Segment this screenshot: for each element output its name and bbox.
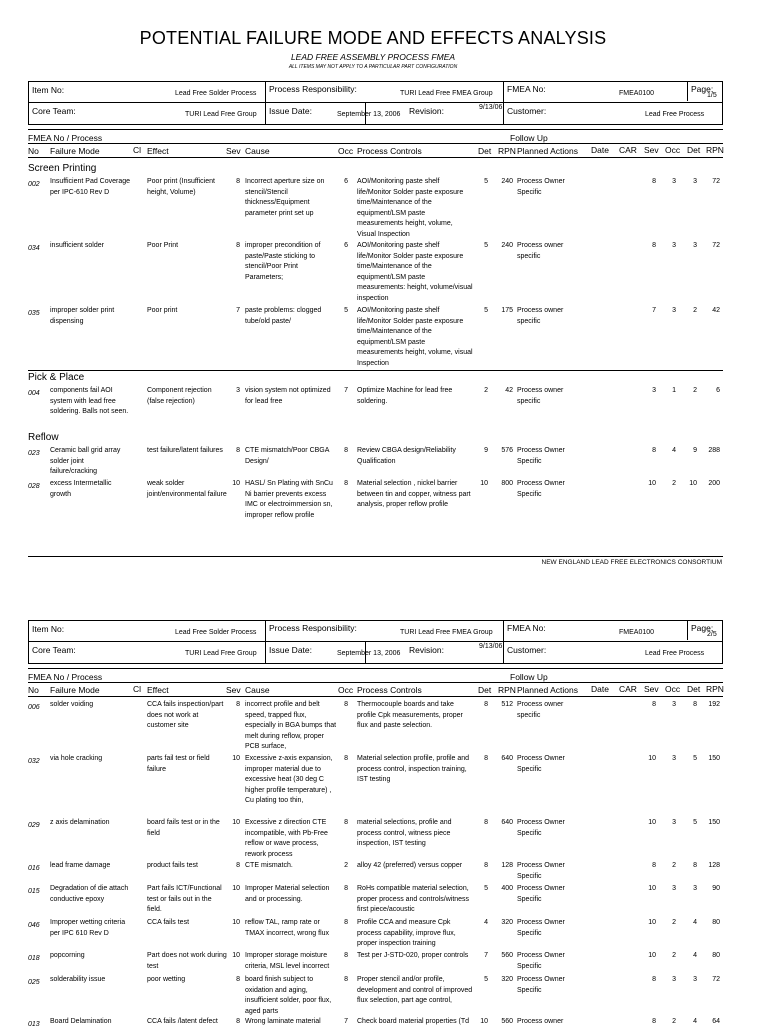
follow-up-severity: 8 [652,1018,656,1025]
occurrence: 8 [344,819,348,826]
process-controls: Proper stencil and/or profile, development and control of improved flux selection, part age control, [357,976,473,1004]
follow-up-severity: 10 [648,755,656,762]
header-box [28,620,723,664]
col-occ2: Occ [665,684,681,694]
process-section-heading: Screen Printing [28,163,97,174]
row-number: 025 [28,979,40,986]
applicability-note: ALL ITEMS MAY NOT APPLY TO A PARTICULAR PART CONFIGURATION [288,64,458,70]
follow-up-rpn: 90 [712,885,720,892]
col-failure-mode: Failure Mode [50,146,100,156]
col-no: No [28,685,39,695]
follow-up-detection: 3 [693,242,697,249]
failure-mode: via hole cracking [50,755,103,762]
issue-date-label: Issue Date: [269,645,312,655]
process-responsibility-label: Process Responsibility: [269,623,357,633]
rpn: 175 [501,307,513,314]
process-controls: Material selection profile, profile and process control, inspection training, IST testing [357,755,470,783]
planned-actions: Process Owner Specific [517,885,565,903]
fmea-no-value: FMEA0100 [619,629,655,636]
core-team-value: TURI Lead Free Group [185,111,257,118]
page-label: Page: [691,623,714,633]
detection: 8 [484,862,488,869]
follow-up-rpn: 72 [712,976,720,983]
effect: test failure/latent failures [147,447,223,454]
follow-up-severity: 10 [648,480,656,487]
follow-up-occurrence: 3 [672,885,676,892]
effect: board fails test or in the field [147,819,220,837]
cause: paste problems: clogged tube/old paste/ [245,307,322,325]
occurrence: 8 [344,701,348,708]
col-cause: Cause [245,685,270,695]
col-planned-actions: Planned Actions [517,146,578,156]
customer-value: Lead Free Process [645,111,705,118]
detection: 5 [484,242,488,249]
follow-up-rpn: 150 [708,819,720,826]
col-effect: Effect [147,685,169,695]
follow-up-detection: 3 [693,976,697,983]
failure-mode: improper solder print dispensing [50,307,115,325]
col-failure-mode: Failure Mode [50,685,100,695]
rpn: 128 [501,862,513,869]
follow-up-detection: 8 [693,862,697,869]
detection: 9 [484,447,488,454]
planned-actions: Process owner [517,1018,564,1025]
rpn: 640 [501,755,513,762]
row-number: 028 [28,483,40,490]
cause: improper precondition of paste/Paste sticking to stencil/Poor Print Parameters; [245,242,321,281]
rpn: 560 [501,952,513,959]
row-number: 015 [28,888,40,895]
detection: 10 [480,480,488,487]
process-responsibility-value: TURI Lead Free FMEA Group [400,90,493,97]
planned-actions: Process Owner Specific [517,178,565,196]
severity: 10 [232,755,240,762]
follow-up-occurrence: 2 [672,952,676,959]
col-date: Date [591,145,609,155]
occurrence: 8 [344,919,348,926]
col-cl: Cl [133,145,142,155]
detection: 7 [484,952,488,959]
severity: 10 [232,819,240,826]
follow-up-severity: 8 [652,862,656,869]
col-effect: Effect [147,146,169,156]
follow-up-rpn: 64 [712,1018,720,1025]
detection: 5 [484,976,488,983]
item-no-label: Item No: [32,624,65,634]
severity: 8 [236,1018,240,1025]
item-no-value: Lead Free Solder Process [175,629,257,636]
failure-mode: excess Intermetallic growth [50,480,112,498]
col-no: No [28,146,39,156]
divider [28,143,723,144]
occurrence: 8 [344,976,348,983]
effect: CCA fails test [147,919,190,926]
planned-actions: Process Owner Specific [517,480,565,498]
follow-up-detection: 3 [693,885,697,892]
follow-up-occurrence: 3 [672,976,676,983]
item-no-value: Lead Free Solder Process [175,90,257,97]
process-controls: AOI/Monitoring paste shelf life/Monitor Solder paste exposure time/Maintenance of the equipment/LSM paste measurements: height, volume/visual inspection [357,242,473,302]
failure-mode: Ceramic ball grid array solder joint failure/cracking [50,447,121,475]
col-process-controls: Process Controls [357,685,422,695]
process-section-heading: Pick & Place [28,372,85,383]
occurrence: 8 [344,447,348,454]
follow-up-severity: 8 [652,178,656,185]
rpn: 576 [501,447,513,454]
cause: incorrect profile and belt speed, trapped flux, especially in BGA bumps that melt during reflow, proper PCB surface, [245,701,337,750]
follow-up-occurrence: 3 [672,242,676,249]
col-sev2: Sev [644,145,659,155]
failure-mode: Board Delamination [50,1018,112,1025]
severity: 10 [232,952,240,959]
occurrence: 8 [344,952,348,959]
process-controls: Profile CCA and measure Cpk process capability, improve flux, proper inspection training [357,919,456,947]
divider [28,370,723,371]
cause: Excessive z-axis expansion, improper material due to excessive heat (30 deg C higher profile temperature) , Cu plating too thin, [245,755,333,804]
detection: 5 [484,307,488,314]
rpn: 320 [501,976,513,983]
header-box [28,81,723,125]
follow-up-rpn: 80 [712,952,720,959]
follow-up-occurrence: 3 [672,701,676,708]
follow-up-severity: 8 [652,242,656,249]
planned-actions: Process owner specific [517,387,564,405]
follow-up-detection: 8 [693,701,697,708]
row-number: 023 [28,450,40,457]
follow-up-detection: 9 [693,447,697,454]
follow-up-occurrence: 2 [672,480,676,487]
process-controls: material selections, profile and process control, witness piece inspection, IST testing [357,819,452,847]
severity: 8 [236,447,240,454]
col-det2: Det [687,145,701,155]
cause: Improper storage moisture criteria, MSL level incorrect [245,952,330,970]
process-controls: Material selection , nickel barrier between tin and copper, witness part analysis, proper reflow profile [357,480,471,508]
col-sev: Sev [226,685,241,695]
col-sev: Sev [226,146,241,156]
col-rpn: RPN [498,685,516,695]
col-rpn2: RPN [706,145,724,155]
effect: weak solder joint/environmental failure [147,480,227,498]
divider [28,129,723,130]
follow-up-rpn: 200 [708,480,720,487]
fmea-no-value: FMEA0100 [619,90,655,97]
page-number: 2/5 [707,631,717,638]
issue-date-value: September 13, 2006 [337,650,401,657]
occurrence: 8 [344,480,348,487]
cause: vision system not optimized for lead free [245,387,331,405]
row-number: 034 [28,245,40,252]
page-label: Page: [691,84,714,94]
process-controls: AOI/Monitoring paste shelf life/Monitor Solder paste exposure time/Maintenance of the equipment/LSM paste measurements height, volume, Visual Inspection [357,178,464,238]
divider [28,556,723,557]
occurrence: 6 [344,178,348,185]
follow-up-rpn: 72 [712,242,720,249]
severity: 3 [236,387,240,394]
detection: 5 [484,885,488,892]
failure-mode: components fail AOI system with lead free soldering. Balls not seen. [50,387,129,415]
failure-mode: solder voiding [50,701,94,708]
severity: 10 [232,919,240,926]
row-number: 002 [28,181,40,188]
failure-mode: z axis delamination [50,819,110,826]
rpn: 512 [501,701,513,708]
detection: 8 [484,701,488,708]
process-controls: Review CBGA design/Reliability Qualification [357,447,456,465]
col-occ: Occ [338,146,354,156]
col-det: Det [478,146,492,156]
core-team-value: TURI Lead Free Group [185,650,257,657]
planned-actions: Process Owner Specific [517,976,565,994]
process-responsibility-label: Process Responsibility: [269,84,357,94]
row-number: 013 [28,1021,40,1028]
planned-actions: Process owner specific [517,242,564,260]
document-title: POTENTIAL FAILURE MODE AND EFFECTS ANALYSIS [139,28,607,48]
failure-mode: insufficient solder [50,242,104,249]
row-number: 006 [28,704,40,711]
effect: CCA fails /latent defect [147,1018,218,1025]
col-sev2: Sev [644,684,659,694]
failure-mode: popcorning [50,952,85,959]
follow-up-rpn: 42 [712,307,720,314]
process-controls: RoHs compatible material selection, proper process and controls/witness first piece/acoustic [357,885,470,913]
follow-up-occurrence: 3 [672,819,676,826]
effect: Poor Print [147,242,179,249]
severity: 8 [236,701,240,708]
page-number: 1/5 [707,92,717,99]
effect: Component rejection (false rejection) [147,387,212,405]
severity: 10 [232,480,240,487]
severity: 7 [236,307,240,314]
col-rpn2: RPN [706,684,724,694]
follow-up-occurrence: 4 [672,447,676,454]
divider [28,668,723,669]
occurrence: 2 [344,862,348,869]
effect: Part fails ICT/Functional test or fails out in the field. [147,885,222,913]
follow-up-occurrence: 2 [672,1018,676,1025]
effect: parts fail test or field failure [147,755,210,773]
effect: Poor print [147,307,178,314]
row-number: 032 [28,758,40,765]
detection: 8 [484,819,488,826]
core-team-label: Core Team: [32,106,76,116]
customer-label: Customer: [507,645,547,655]
follow-up-severity: 8 [652,447,656,454]
follow-up-occurrence: 3 [672,178,676,185]
consortium-footer: NEW ENGLAND LEAD FREE ELECTRONICS CONSORTIUM [541,559,722,566]
failure-mode: solderability issue [50,976,106,983]
follow-up-severity: 8 [652,976,656,983]
col-occ: Occ [338,685,354,695]
planned-actions: Process owner specific [517,307,564,325]
col-date: Date [591,684,609,694]
effect: Poor print (Insufficient height, Volume) [147,178,215,196]
col-process-controls: Process Controls [357,146,422,156]
col-planned-actions: Planned Actions [517,685,578,695]
severity: 8 [236,242,240,249]
revision-value: 9/13/06 [479,643,503,650]
detection: 5 [484,178,488,185]
follow-up-occurrence: 3 [672,307,676,314]
follow-up-rpn: 192 [708,701,720,708]
follow-up-rpn: 288 [708,447,720,454]
follow-up-severity: 10 [648,885,656,892]
cause: CTE mismatch/Poor CBGA Design/ [245,447,330,465]
item-no-label: Item No: [32,85,65,95]
cause: board finish subject to oxidation and aging, insufficient solder, poor flux, aged parts [245,976,332,1015]
core-team-label: Core Team: [32,645,76,655]
rpn: 320 [501,919,513,926]
col-cl: Cl [133,684,142,694]
issue-date-value: September 13, 2006 [337,111,401,118]
occurrence: 8 [344,885,348,892]
fmea-no-label: FMEA No: [507,623,546,633]
follow-up-detection: 5 [693,755,697,762]
follow-up-detection: 4 [693,952,697,959]
col-car: CAR [619,684,637,694]
row-number: 035 [28,310,40,317]
process-responsibility-value: TURI Lead Free FMEA Group [400,629,493,636]
follow-up-severity: 7 [652,307,656,314]
planned-actions: Process Owner Specific [517,755,565,773]
follow-up-occurrence: 2 [672,919,676,926]
cause: Improper Material selection and or processing. [245,885,330,903]
rpn: 400 [501,885,513,892]
cause: CTE mismatch. [245,862,293,869]
customer-value: Lead Free Process [645,650,705,657]
col-occ2: Occ [665,145,681,155]
process-controls: alloy 42 (preferred) versus copper [357,862,463,869]
failure-mode: Degradation of die attach conductive epoxy [50,885,129,903]
follow-up-severity: 10 [648,952,656,959]
follow-up-detection: 10 [689,480,697,487]
customer-label: Customer: [507,106,547,116]
detection: 4 [484,919,488,926]
follow-up-severity: 10 [648,819,656,826]
occurrence: 6 [344,242,348,249]
follow-up-rpn: 72 [712,178,720,185]
follow-up-severity: 3 [652,387,656,394]
revision-label: Revision: [409,645,444,655]
failure-mode: Insufficient Pad Coverage per IPC-610 Rev D [50,178,131,196]
follow-up-detection: 4 [693,1018,697,1025]
fmea-no-process-heading: FMEA No / Process [28,672,103,682]
document-subtitle: LEAD FREE ASSEMBLY PROCESS FMEA [290,52,456,62]
follow-up-heading: Follow Up [510,672,548,682]
revision-label: Revision: [409,106,444,116]
col-det: Det [478,685,492,695]
follow-up-detection: 2 [693,307,697,314]
severity: 10 [232,885,240,892]
detection: 10 [480,1018,488,1025]
fmea-no-process-heading: FMEA No / Process [28,133,103,143]
rpn: 42 [505,387,513,394]
row-number: 029 [28,822,40,829]
divider [28,682,723,683]
follow-up-severity: 10 [648,919,656,926]
col-car: CAR [619,145,637,155]
row-number: 046 [28,922,40,929]
planned-actions: Process Owner Specific [517,952,565,970]
issue-date-label: Issue Date: [269,106,312,116]
planned-actions: Process owner specific [517,701,564,719]
col-det2: Det [687,684,701,694]
col-cause: Cause [245,146,270,156]
row-number: 016 [28,865,40,872]
cause: Wrong laminate material [245,1018,321,1025]
severity: 8 [236,178,240,185]
occurrence: 7 [344,1018,348,1025]
follow-up-occurrence: 2 [672,862,676,869]
cause: Excessive z direction CTE incompatible, with Pb-Free reflow or wave process, rework process [245,819,328,858]
follow-up-detection: 3 [693,178,697,185]
row-number: 004 [28,390,40,397]
failure-mode: Improper wetting criteria per IPC 610 Rev D [50,919,126,937]
occurrence: 8 [344,755,348,762]
rpn: 240 [501,178,513,185]
cause: HASL/ Sn Plating with SnCu Ni barrier prevents excess IMC or electroimmersion sn, improper reflow profile [245,480,333,519]
follow-up-detection: 2 [693,387,697,394]
process-controls: Check board material properties (Td [357,1018,470,1025]
row-number: 018 [28,955,40,962]
failure-mode: lead frame damage [50,862,111,869]
effect: poor wetting [147,976,186,983]
follow-up-occurrence: 3 [672,755,676,762]
divider [28,696,723,697]
process-controls: Optimize Machine for lead free soldering. [357,387,453,405]
follow-up-detection: 5 [693,819,697,826]
follow-up-severity: 8 [652,701,656,708]
detection: 8 [484,755,488,762]
process-controls: Thermocouple boards and take profile Cpk measurements, proper flux and paste selection. [357,701,463,729]
planned-actions: Process Owner Specific [517,447,565,465]
fmea-no-label: FMEA No: [507,84,546,94]
rpn: 240 [501,242,513,249]
severity: 8 [236,976,240,983]
follow-up-rpn: 6 [716,387,720,394]
occurrence: 7 [344,387,348,394]
detection: 2 [484,387,488,394]
occurrence: 5 [344,307,348,314]
effect: Part does not work during test [147,952,227,970]
col-rpn: RPN [498,146,516,156]
rpn: 800 [501,480,513,487]
follow-up-rpn: 128 [708,862,720,869]
process-section-heading: Reflow [28,432,59,443]
process-controls: Test per J-STD-020, proper controls [357,952,469,959]
revision-value: 9/13/06 [479,104,503,111]
planned-actions: Process Owner Specific [517,862,565,880]
severity: 8 [236,862,240,869]
follow-up-rpn: 80 [712,919,720,926]
cause: reflow TAL, ramp rate or TMAX incorrect, wrong flux [245,919,330,937]
planned-actions: Process Owner Specific [517,919,565,937]
effect: CCA fails inspection/part does not work at customer site [147,701,224,729]
cause: Incorrect aperture size on stencil/Stencil thickness/Equipment parameter print set up [245,178,325,217]
follow-up-rpn: 150 [708,755,720,762]
process-controls: AOI/Monitoring paste shelf life/Monitor Solder paste exposure time/Maintenance of the equipment/LSM paste measurements height, volume, visual Inspection [357,307,473,367]
rpn: 560 [501,1018,513,1025]
divider [28,157,723,158]
follow-up-occurrence: 1 [672,387,676,394]
follow-up-detection: 4 [693,919,697,926]
rpn: 640 [501,819,513,826]
effect: product fails test [147,862,198,869]
planned-actions: Process Owner Specific [517,819,565,837]
follow-up-heading: Follow Up [510,133,548,143]
